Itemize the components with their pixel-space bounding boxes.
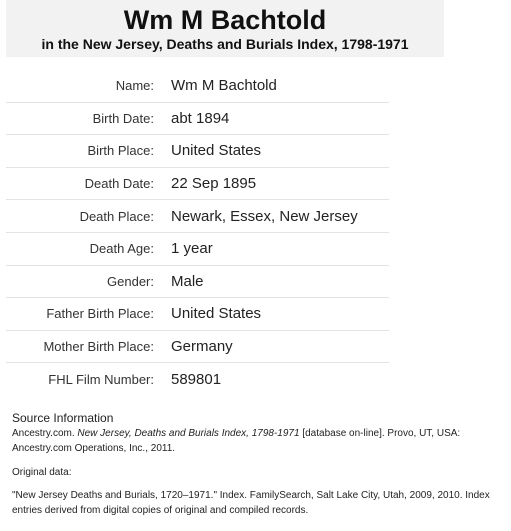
table-row <box>6 135 389 168</box>
field-value: 589801 <box>171 370 222 388</box>
field-value: Wm M Bachtold <box>171 70 389 102</box>
citation-prefix: Ancestry.com. <box>12 428 75 439</box>
table-row <box>6 232 389 265</box>
field-value: 1 year <box>171 232 389 265</box>
table-row <box>6 102 389 135</box>
source-citation <box>12 426 507 456</box>
table-row <box>6 363 389 395</box>
original-data-heading: Original data: <box>12 467 72 478</box>
source-heading: Source Information <box>12 411 114 425</box>
field-label: Mother Birth Place: <box>6 330 171 363</box>
field-label: FHL Film Number: <box>48 371 154 387</box>
field-value: Male <box>171 265 389 298</box>
table-row <box>6 330 389 363</box>
citation-suffix: [database on-line]. Provo, UT, USA: Ancestry.com Operations, Inc., 2011. <box>12 428 461 454</box>
field-label: Death Place: <box>6 200 171 233</box>
table-row <box>6 298 389 331</box>
field-label: Name: <box>6 70 171 102</box>
field-label: Birth Date: <box>6 102 171 135</box>
field-value: United States <box>171 135 389 168</box>
field-value: abt 1894 <box>171 102 389 135</box>
page-header <box>6 0 444 57</box>
field-label: Father Birth Place: <box>6 298 171 331</box>
field-label: Birth Place: <box>6 135 171 168</box>
table-row <box>6 200 389 233</box>
page-title: Wm M Bachtold <box>123 5 327 35</box>
record-table <box>6 70 389 395</box>
page-subtitle: in the New Jersey, Deaths and Burials Index, 1798-1971 <box>41 36 409 52</box>
table-row <box>6 167 389 200</box>
field-value: Newark, Essex, New Jersey <box>171 200 389 233</box>
table-row <box>6 265 389 298</box>
source-information <box>12 410 507 518</box>
table-row <box>6 70 389 102</box>
field-value: Germany <box>171 330 389 363</box>
citation-title: New Jersey, Deaths and Burials Index, 1798-1971 <box>77 428 300 439</box>
field-value: United States <box>171 298 389 331</box>
field-label: Gender: <box>6 265 171 298</box>
original-data-text: "New Jersey Deaths and Burials, 1720–1971." Index. FamilySearch, Salt Lake City, Utah, 2009, 2010. Index entries derived from digital copies of original and compiled records. <box>12 490 490 516</box>
field-value: 22 Sep 1895 <box>171 167 389 200</box>
field-label: Death Age: <box>6 232 171 265</box>
field-label: Death Date: <box>6 167 171 200</box>
